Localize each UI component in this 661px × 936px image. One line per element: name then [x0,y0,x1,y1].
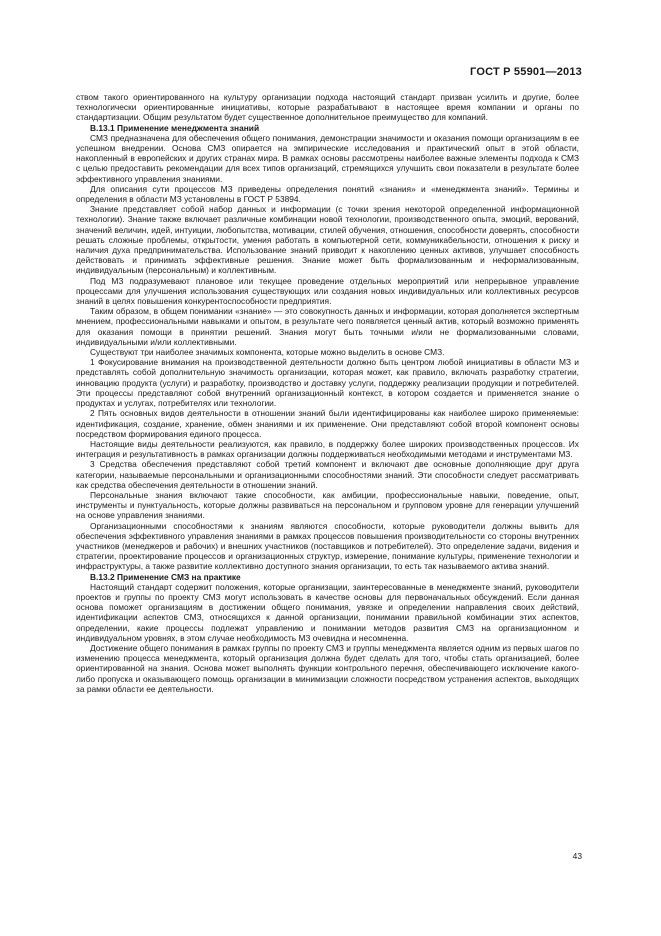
section-heading: B.13.2 Применение СМЗ на практике [90,571,241,582]
section-heading: B.13.1 Применение менеджмента знаний [90,122,260,133]
body-paragraph: 2 Пять основных видов деятельности в отношении знаний были идентифицированы как наиболее широко применяемые: идентификация, создание, хранение, обмен знаниями и их применение. Они представляют собой второй компонент основы посредством формирования единого процесса. [76,408,579,439]
body-paragraph: СМЗ предназначена для обеспечения общего понимания, демонстрации значимости и оказания помощи организациям в ее успешном внедрении. Основа СМЗ опирается на эмпирические исследования и практический опыт в этой области, накопленный в европейских и других странах мира. В рамках основы рассмотрены наиболее важные элементы подхода к СМЗ с целью предоставить рекомендации для всех типов организаций, стремящихся улучшить свои показатели в результате более эффективного управления знаниями. [76,132,579,184]
body-paragraph: Таким образом, в общем понимании «знание» — это совокупность данных и информации, которая дополняется экспертным мнением, профессиональными навыками и опытом, в результате чего появляется ценный актив, который возможно применять для оказания помощи в принятии решений. Знания могут быть точными и/или не формализованными словами, индивидуальными и/или коллективными. [76,306,579,347]
page-number: 43 [572,851,582,861]
body-paragraph: Под МЗ подразумевают плановое или текущее проведение отдельных мероприятий или непрерывное управление процессами для улучшения использования существующих или создания новых индивидуальных или коллективных ресурсов знаний в целях повышения конкурентоспособности предприятия. [76,275,579,307]
body-paragraph: Существуют три наиболее значимых компонента, которые можно выделить в основе СМЗ. [90,347,445,358]
body-paragraph: Для описания сути процессов МЗ приведены определения понятий «знания» и «менеджмента знаний». Термины и определения в области МЗ установлены в ГОСТ Р 53894. [76,183,579,205]
body-paragraph: Знание представляет собой набор данных и информации (с точки зрения некоторой определенной информационной технологии). Знание также включает различные комбинации новой технологии, производственного опыта, эмоций, верований, значений величин, идей, интуиции, любопытства, мотивации, стилей обучения, отношения, способности доверять, способности решать сложные проблемы, открытости, умения работать в компьютерной сети, коммуникабельности, отношения к риску и наличия духа предпринимательства. Использование знаний приводит к накоплению ценных активов, улучшает способность действовать и принимать эффективные решения. Знание может быть формализованным и неформализованным, индивидуальным (персональным) и коллективным. [76,204,579,276]
body-paragraph: 1 Фокусирование внимания на производственной деятельности должно быть центром любой инициативы в области МЗ и представлять собой дополнительную значимость организации, которая может, как правило, включать разработку стратегии, инновацию продукта (услуги) и разработку, производство и доставку услуги, поддержку реализации продукции и потребителей. Эти процессы представляют собой внутренний организационный контекст, в котором создается и применяется знание о продуктах и услугах, потребителях или технологии. [76,357,579,409]
body-paragraph: Персональные знания включают такие способности, как амбиции, профессиональные навыки, поведение, опыт, инструменты и пунктуальность, которые должны развиваться на персональном и групповом уровне для генерации улучшений на основе управления знаниями. [76,489,579,521]
document-header: ГОСТ Р 55901—2013 [470,66,582,78]
body-paragraph: ством такого ориентированного на культуру организации подхода настоящий стандарт призван усилить и другие, более технологически ориентированные инициативы, которые разрабатывают в настоящее время компании и органы по стандартизации. Общим результатом будет существенное дополнительное преимущество для компаний. [76,92,579,123]
body-paragraph: 3 Средства обеспечения представляют собой третий компонент и включают две основные дополняющие друг друга категории, называемые персональными и организационными способностями знаний. Эти способности следует рассматривать как средства обеспечения деятельности в отношении знаний. [76,459,579,490]
body-paragraph: Достижение общего понимания в рамках группы по проекту СМЗ и группы менеджмента является одним из первых шагов по изменению процесса менеджмента, который организация должна будет сделать для того, чтобы стать организацией, более ориентированной на знания. Основа может выполнять функции контрольного перечня, обеспечивающего исключение какого-либо пропуска и оказывающего помощь организации в минимизации сложности посредством устранения аспектов, выходящих за рамки области ее деятельности. [76,642,579,694]
body-paragraph: Настоящие виды деятельности реализуются, как правило, в поддержку более широких производственных процессов. Их интеграция и результативность в рамках организации должны поддерживаться необходимыми методами и инструментами МЗ. [76,438,579,460]
document-body [76,92,579,694]
body-paragraph: Настоящий стандарт содержит положения, которые организации, заинтересованные в менеджменте знаний, руководители проектов и группы по проекту СМЗ могут использовать в качестве основы для первоначальных обсуждений. Если данная основа поможет организациям в достижении общего понимания, увязке и определении направления своих действий, идентификации аспектов СМЗ, относящихся к данной организации, понимании правильной комбинации этих аспектов, определении, какие процессы подлежат управлению и понимании методов развития СМЗ на организационном и индивидуальном уровнях, в этом случае необходимость МЗ очевидна и несомненна. [76,581,579,643]
body-paragraph: Организационными способностями к знаниям являются способности, которые руководители должны вывить для обеспечения эффективного управления знаниями в рамках процессов повышения производительности со стороны внутренних участников (менеджеров и рабочих) и внешних участников (поставщиков и потребителей). Это определение задачи, видения и стратегии, проектирование процессов и организационных структур, измерение, понимание культуры, применение технологии и инфраструктуры, а также развитие коллективно доступного знания организации, то есть так называемого актива знаний. [76,520,579,572]
